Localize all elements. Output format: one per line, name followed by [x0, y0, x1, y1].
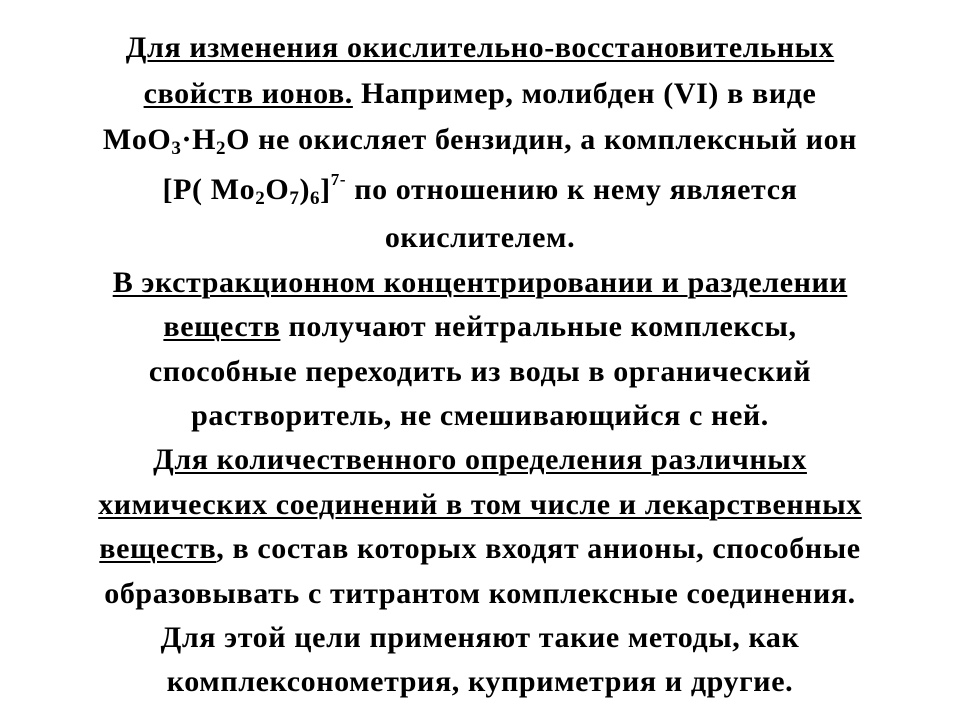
subscript: 3: [171, 138, 182, 159]
paragraph-1-line-3: [0, 122, 960, 158]
paragraph-1-line-2: [0, 76, 960, 112]
paragraph-3-line-6: [0, 664, 960, 700]
paragraph-1-line-4: [0, 172, 960, 208]
paragraph-2-line-1: [0, 265, 960, 301]
underlined-heading-text: веществ: [99, 532, 217, 565]
paragraph-2-line-3: [0, 354, 960, 390]
underlined-heading-text: Для количественного определения различных: [153, 443, 807, 476]
body-text: получают нейтральные комплексы,: [280, 310, 797, 343]
underlined-heading-text: свойств ионов.: [143, 77, 353, 110]
body-text: способные переходить из воды в органический: [148, 355, 812, 388]
formula-text: [P( Mo: [162, 173, 256, 206]
paragraph-3-line-1: [0, 442, 960, 478]
formula-text: ·H: [181, 123, 217, 156]
formula-text: MoO: [102, 123, 172, 156]
paragraph-1-line-5: [0, 220, 960, 256]
paragraph-2-line-2: [0, 309, 960, 345]
paragraph-3-line-2: [0, 487, 960, 523]
paragraph-2-line-4: [0, 398, 960, 434]
body-text: образовывать с титрантом комплексные соединения.: [104, 577, 856, 610]
paragraph-3-line-3: [0, 531, 960, 567]
formula-text: ]: [320, 173, 331, 206]
body-text: O не окисляет бензидин, а комплексный ион: [226, 123, 858, 156]
paragraph-1-line-1: [0, 30, 960, 66]
underlined-heading-text: химических соединений в том числе и лекарственных: [98, 488, 862, 521]
paragraph-3-line-5: [0, 620, 960, 656]
subscript: 2: [216, 138, 227, 159]
superscript: 7-: [330, 170, 347, 189]
body-text: , в состав которых входят анионы, способные: [216, 532, 861, 565]
formula-text: O: [265, 173, 290, 206]
underlined-heading-text: веществ: [163, 310, 281, 343]
paragraph-3-line-4: [0, 576, 960, 612]
formula-text: ): [299, 173, 311, 206]
body-text: Для этой цели применяют такие методы, как: [160, 621, 800, 654]
body-text: Например, молибден (VI) в виде: [352, 77, 817, 110]
body-text: растворитель, не смешивающийся с ней.: [191, 399, 769, 432]
body-text: по отношению к нему является: [346, 173, 798, 206]
underlined-heading-text: В экстракционном концентрировании и разделении: [112, 266, 848, 299]
subscript: 7: [289, 188, 300, 209]
slide-text-body: [0, 6, 960, 716]
subscript: 2: [255, 188, 266, 209]
subscript: 6: [310, 188, 321, 209]
body-text: окислителем.: [384, 221, 576, 254]
underlined-heading-text: Для изменения окислительно-восстановительных: [125, 31, 835, 64]
body-text: комплексонометрия, куприметрия и другие.: [166, 665, 794, 698]
